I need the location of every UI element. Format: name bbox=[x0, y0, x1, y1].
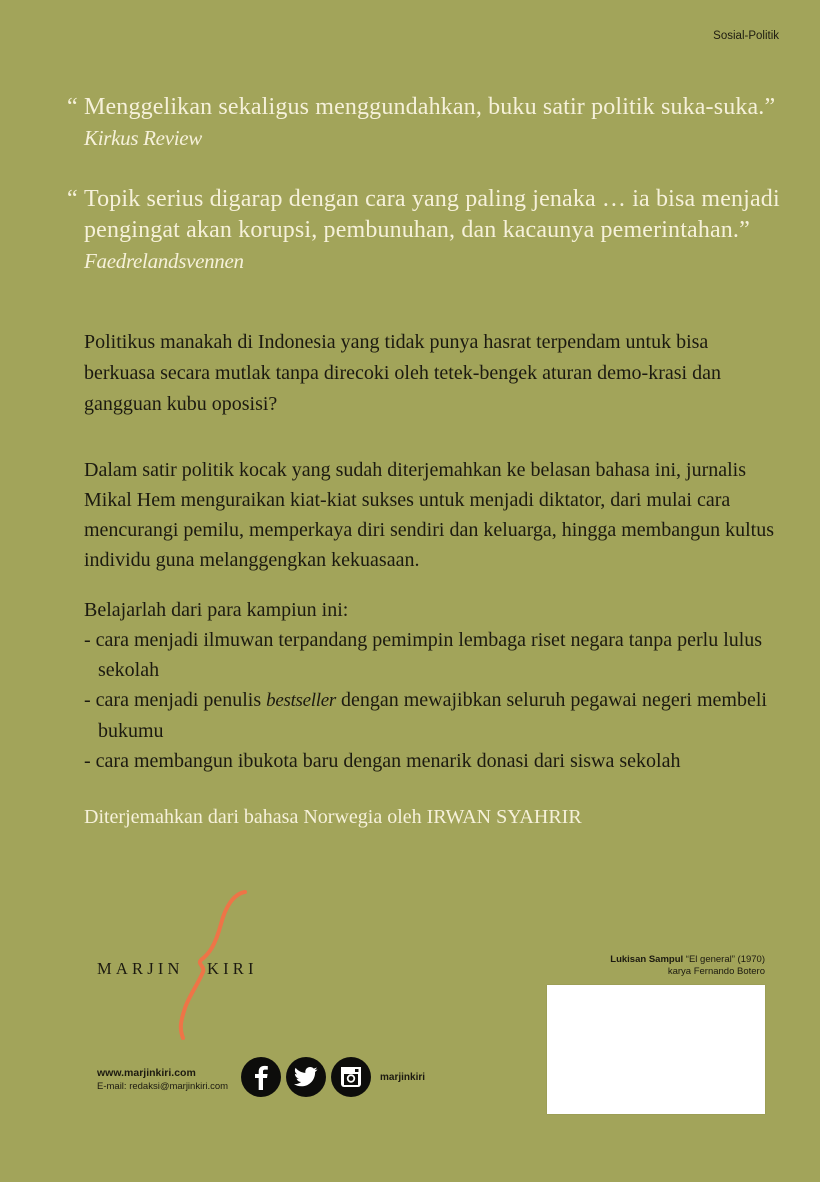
credit-label: Lukisan Sampul bbox=[610, 954, 684, 965]
instagram-icon[interactable] bbox=[331, 1057, 371, 1097]
quote-source: Kirkus Review bbox=[84, 126, 202, 150]
blurb-paragraph-1 bbox=[84, 327, 784, 420]
paragraph-text: Politikus manakah di Indonesia yang tidak punya hasrat terpendam untuk bisa berkuasa secara mutlak tanpa direcoki oleh tetek-bengek aturan demo-krasi dan gangguan kubu oposisi? bbox=[84, 331, 721, 415]
quote-text: Menggelikan sekaligus menggundahkan, buku satir politik suka-suka.” bbox=[84, 94, 776, 120]
open-quote-mark: “ bbox=[67, 94, 78, 120]
review-quote-2 bbox=[67, 184, 784, 277]
publisher-logo bbox=[97, 888, 277, 1043]
cover-art-credit bbox=[610, 954, 765, 978]
website-link[interactable]: www.marjinkiri.com bbox=[97, 1067, 196, 1079]
quote-source: Faedrelandsvennen bbox=[84, 249, 244, 273]
email-link[interactable]: E-mail: redaksi@marjinkiri.com bbox=[97, 1081, 229, 1092]
list-item: - cara menjadi penulis bestseller dengan mewajibkan seluruh pegawai negeri membeli bukumu bbox=[84, 689, 767, 742]
list-intro: Belajarlah dari para kampiun ini: bbox=[84, 599, 349, 621]
credit-title: “El general” (1970) bbox=[683, 954, 765, 965]
quote-text: Topik serius digarap dengan cara yang paling jenaka … ia bisa menjadi pengingat akan korupsi, pembunuhan, dan kacaunya pemerintahan.” bbox=[84, 186, 780, 243]
twitter-icon[interactable] bbox=[286, 1057, 326, 1097]
facebook-icon[interactable] bbox=[241, 1057, 281, 1097]
blurb-paragraph-2 bbox=[84, 455, 784, 575]
barcode-area bbox=[547, 985, 765, 1114]
credit-artist: karya Fernando Botero bbox=[667, 966, 765, 977]
open-quote-mark: “ bbox=[67, 186, 78, 212]
list-item: - cara membangun ibukota baru dengan menarik donasi dari siswa sekolah bbox=[84, 750, 681, 772]
logo-text-right: KIRI bbox=[207, 959, 258, 978]
social-links bbox=[241, 1057, 425, 1097]
paragraph-text: Dalam satir politik kocak yang sudah diterjemahkan ke belasan bahasa ini, jurnalis Mikal Hem menguraikan kiat-kiat sukses untuk menjadi diktator, dari mulai cara mencurangi pemilu, memperkaya diri sendiri dan keluarga, hingga membangun kultus individu guna melanggengkan kekuasaan. bbox=[84, 459, 774, 571]
genre-label: Sosial-Politik bbox=[713, 30, 779, 42]
social-handle[interactable]: marjinkiri bbox=[380, 1071, 426, 1083]
blurb-list-section bbox=[84, 595, 784, 776]
list-item: - cara menjadi ilmuwan terpandang pemimpin lembaga riset negara tanpa perlu lulus sekolah bbox=[84, 629, 763, 681]
translator-credit: Diterjemahkan dari bahasa Norwegia oleh IRWAN SYAHRIR bbox=[84, 806, 582, 828]
logo-text-left: MARJIN bbox=[97, 959, 184, 978]
publisher-contact bbox=[97, 1067, 228, 1093]
review-quote-1 bbox=[67, 92, 784, 154]
emphasis-text: bestseller bbox=[266, 690, 336, 711]
